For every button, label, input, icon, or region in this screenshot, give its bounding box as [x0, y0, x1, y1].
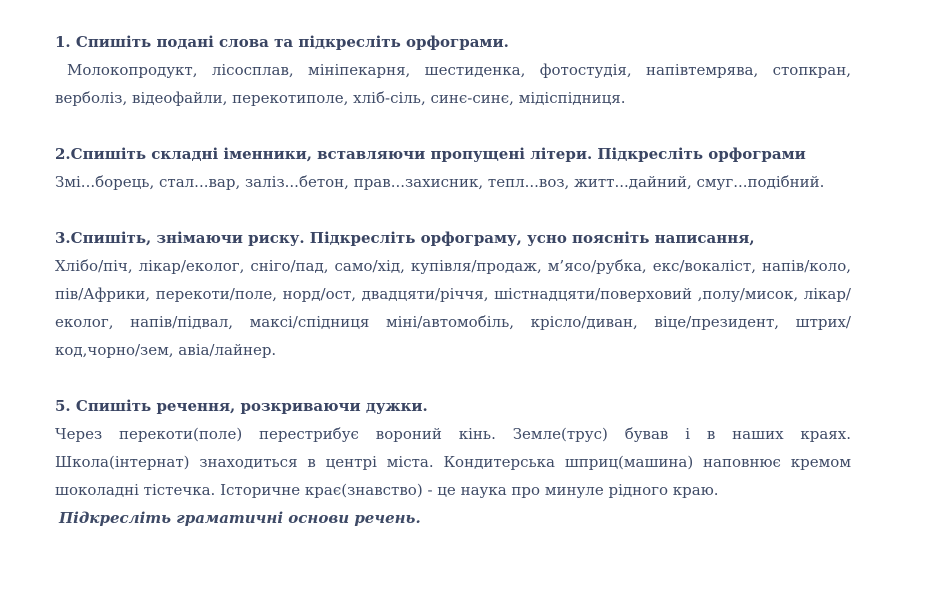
document-page — [55, 28, 851, 560]
task-3-heading: 3.Спишіть, знімаючи риску. Підкресліть орфограму, усно поясніть написання, — [55, 229, 755, 247]
task-5-note: Підкресліть граматичні основи речень. — [59, 509, 421, 527]
task-2 — [55, 140, 851, 196]
task-1-words: Молокопродукт, лісосплав, мініпекарня, шестиденка, фотостудія, напівтемрява, стопкран, верболіз, відеофайли, перекотиполе, хліб-сіль, синє-синє, мідіспідниця. — [55, 61, 851, 107]
task-2-words: Змі...борець, стал...вар, заліз...бетон, прав...захисник, тепл...воз, житт...дайний, смуг...подібний. — [55, 173, 825, 191]
task-1 — [55, 28, 851, 112]
task-3-words: Хлібо/піч, лікар/еколог, сніго/пад, само/хід, купівля/продаж, м’ясо/рубка, екс/вокаліст, напів/коло, пів/Африки, перекоти/поле, норд/ост, двадцяти/річчя, шістнадцяти/поверховий ,полу/мисок, лікар/еколог, напів/підвал, максі/спідниця міні/автомобіль, крісло/диван, віце/президент, штрих/код,чорно/зем, авіа/лайнер. — [55, 257, 851, 359]
task-3 — [55, 224, 851, 364]
task-5 — [55, 392, 851, 532]
task-2-heading: 2.Спишіть складні іменники, вставляючи пропущені літери. Підкресліть орфограми — [55, 145, 806, 163]
task-5-sentences: Через перекоти(поле) перестрибує вороний кінь. Земле(трус) бував і в наших краях. Школа(інтернат) знаходиться в центрі міста. Кондитерська шприц(машина) наповнює кремом шоколадні тістечка. Історичне крає(знавство) - це наука про минуле рідного краю. — [55, 425, 851, 499]
task-1-heading: 1. Спишіть подані слова та підкресліть орфограми. — [55, 33, 509, 51]
task-5-heading: 5. Спишіть речення, розкриваючи дужки. — [55, 397, 428, 415]
